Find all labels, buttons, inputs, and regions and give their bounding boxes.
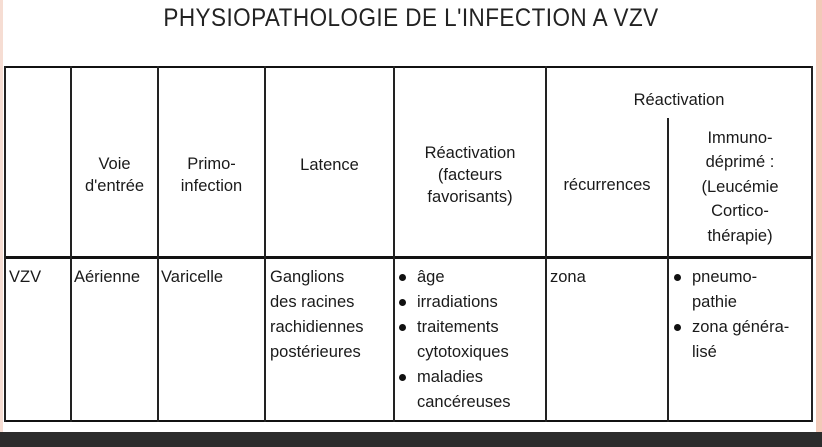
header-voie bbox=[72, 120, 157, 230]
table-bottom-border bbox=[4, 420, 812, 422]
list-item bbox=[397, 290, 511, 315]
cell-primo: Varicelle bbox=[161, 268, 224, 286]
cell-immuno bbox=[672, 265, 789, 365]
text-line: pathie bbox=[692, 293, 737, 311]
bullet-icon bbox=[399, 299, 406, 306]
bullet-icon bbox=[674, 324, 681, 331]
text-line: zona généra- bbox=[692, 318, 790, 336]
text-line: des racines bbox=[270, 293, 355, 311]
header-primo bbox=[159, 120, 264, 230]
header-immunodeprime bbox=[669, 122, 811, 252]
list-item bbox=[397, 265, 511, 290]
header-latence: Latence bbox=[300, 156, 359, 174]
text-line: traitements bbox=[417, 318, 499, 336]
header-text: déprimé : bbox=[705, 153, 775, 172]
header-text: favorisants) bbox=[427, 188, 513, 206]
cell-factors bbox=[397, 265, 511, 415]
cell-voie: Aérienne bbox=[74, 268, 141, 286]
text-line: âge bbox=[417, 268, 445, 286]
header-text: (Leucémie bbox=[701, 177, 779, 196]
col-border bbox=[545, 66, 547, 422]
header-text: thérapie) bbox=[707, 226, 773, 245]
col-border bbox=[811, 66, 813, 422]
header-text: Cortico- bbox=[711, 202, 769, 221]
bullet-icon bbox=[674, 274, 681, 281]
header-text: infection bbox=[180, 177, 243, 195]
bullet-icon bbox=[399, 324, 406, 331]
text-line: pneumo- bbox=[692, 268, 758, 286]
list-item bbox=[397, 365, 511, 415]
header-text: (facteurs bbox=[437, 166, 503, 184]
col-border bbox=[4, 66, 6, 422]
text-line: postérieures bbox=[270, 343, 361, 361]
cell-recurrences: zona bbox=[550, 268, 586, 286]
text-line: Ganglions bbox=[270, 268, 345, 286]
bullet-icon bbox=[399, 374, 406, 381]
list-item bbox=[672, 315, 789, 365]
header-text: Réactivation bbox=[424, 144, 516, 162]
page-title: PHYSIOPATHOLOGIE DE L'INFECTION A VZV bbox=[163, 4, 659, 32]
list-item bbox=[397, 315, 511, 365]
header-reactivation-factors bbox=[395, 120, 545, 230]
text-line: lisé bbox=[692, 343, 717, 361]
text-line: rachidiennes bbox=[270, 318, 364, 336]
list-item bbox=[672, 265, 789, 315]
text-line: maladies bbox=[417, 368, 484, 386]
header-reactivation-group: Réactivation bbox=[633, 91, 725, 109]
header-text: Immuno- bbox=[707, 128, 773, 147]
scan-edge-right bbox=[816, 0, 822, 432]
header-divider bbox=[4, 256, 812, 259]
header-text: d'entrée bbox=[84, 177, 145, 195]
cell-latence bbox=[270, 265, 364, 365]
text-line: cancéreuses bbox=[417, 393, 511, 411]
bullet-icon bbox=[399, 274, 406, 281]
header-text: Primo- bbox=[187, 155, 236, 173]
table-top-border bbox=[4, 66, 812, 68]
bottom-bar bbox=[0, 432, 822, 447]
header-recurrences: récurrences bbox=[563, 176, 651, 194]
cell-virus: VZV bbox=[9, 268, 42, 286]
header-text: Voie bbox=[98, 155, 131, 173]
text-line: irradiations bbox=[417, 293, 498, 311]
scan-edge-left bbox=[0, 0, 3, 432]
text-line: cytotoxiques bbox=[417, 343, 509, 361]
